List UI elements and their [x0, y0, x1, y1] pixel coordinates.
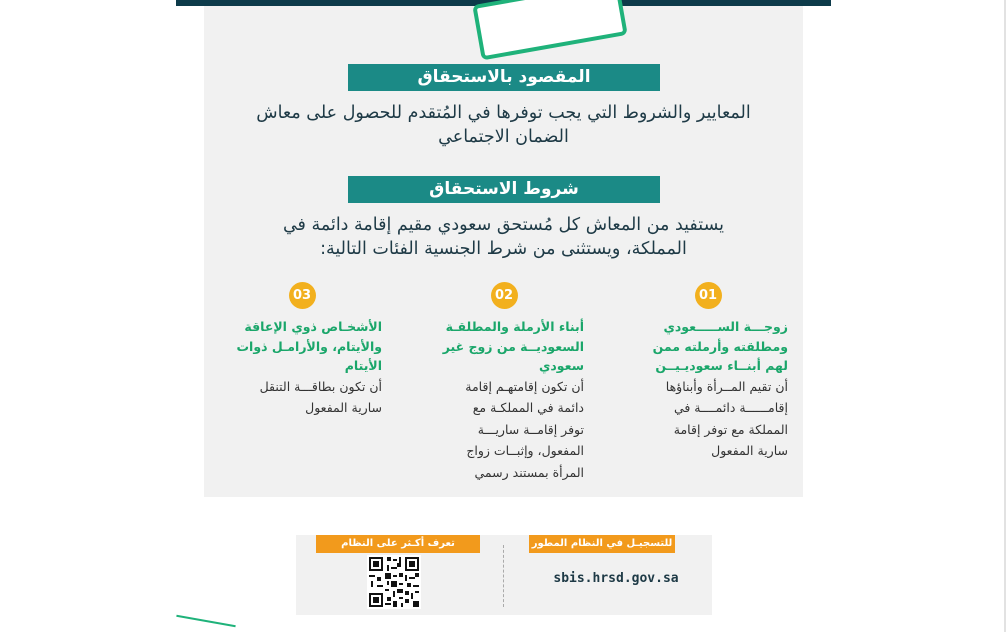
number-badge: 01	[695, 282, 722, 309]
category-card	[222, 282, 382, 419]
footer-divider	[503, 545, 504, 607]
learn-more-tag: تعرف أكـثر على النظام	[316, 535, 480, 553]
conditions-text-line-1: يستفيد من المعاش كل مُستحق سعودي مقيم إقامة دائمة في	[282, 215, 725, 235]
website-url[interactable]: sbis.hrsd.gov.sa	[553, 571, 679, 586]
page-edge	[1004, 0, 1006, 632]
qr-code-icon[interactable]	[367, 555, 421, 609]
decorative-line	[176, 615, 235, 627]
category-title: زوجـــة الســـــعودي ومطلقته وأرملته ممن لهم أبنــاء سعوديـيــن	[652, 319, 788, 373]
conditions-text	[215, 213, 792, 261]
category-card	[424, 282, 584, 483]
register-tag: للتسجيـل في النظام المطور	[529, 535, 675, 553]
meaning-heading: المقصود بالاستحقاق	[348, 64, 660, 91]
category-condition: أن تقيم المــرأة وأبناؤها إقامــــــة دائمــــة في المملكة مع توفر إقامة سارية المفعول	[665, 378, 788, 458]
category-title: الأشخـاص ذوي الإعاقة والأيتام، والأرامـل ذوات الأيتام	[236, 319, 382, 373]
number-badge: 02	[491, 282, 518, 309]
conditions-heading: شروط الاستحقاق	[348, 176, 660, 203]
meaning-text	[215, 101, 792, 149]
footer-panel	[296, 535, 712, 615]
number-badge: 03	[289, 282, 316, 309]
category-condition: أن تكون بطاقـــة التنقل سارية المفعول	[259, 378, 382, 415]
clipboard-graphic	[472, 0, 627, 60]
meaning-text-line-1: المعايير والشروط التي يجب توفرها في المُتقدم للحصول على معاش	[256, 103, 751, 123]
category-condition: أن تكون إقامتهـم إقامة دائمة في المملكـة مع توفر إقامــة ساريـــة المفعول، وإثبــات زواج المرأة بمستند رسمي	[465, 378, 584, 480]
category-title: أبناء الأرملة والمطلقـة السعوديــة من زوج غير سعودي	[442, 319, 584, 373]
category-card	[628, 282, 788, 462]
meaning-text-line-2: الضمان الاجتماعي	[438, 127, 569, 147]
conditions-text-line-2: المملكة، ويستثنى من شرط الجنسية الفئات التالية:	[320, 239, 687, 259]
